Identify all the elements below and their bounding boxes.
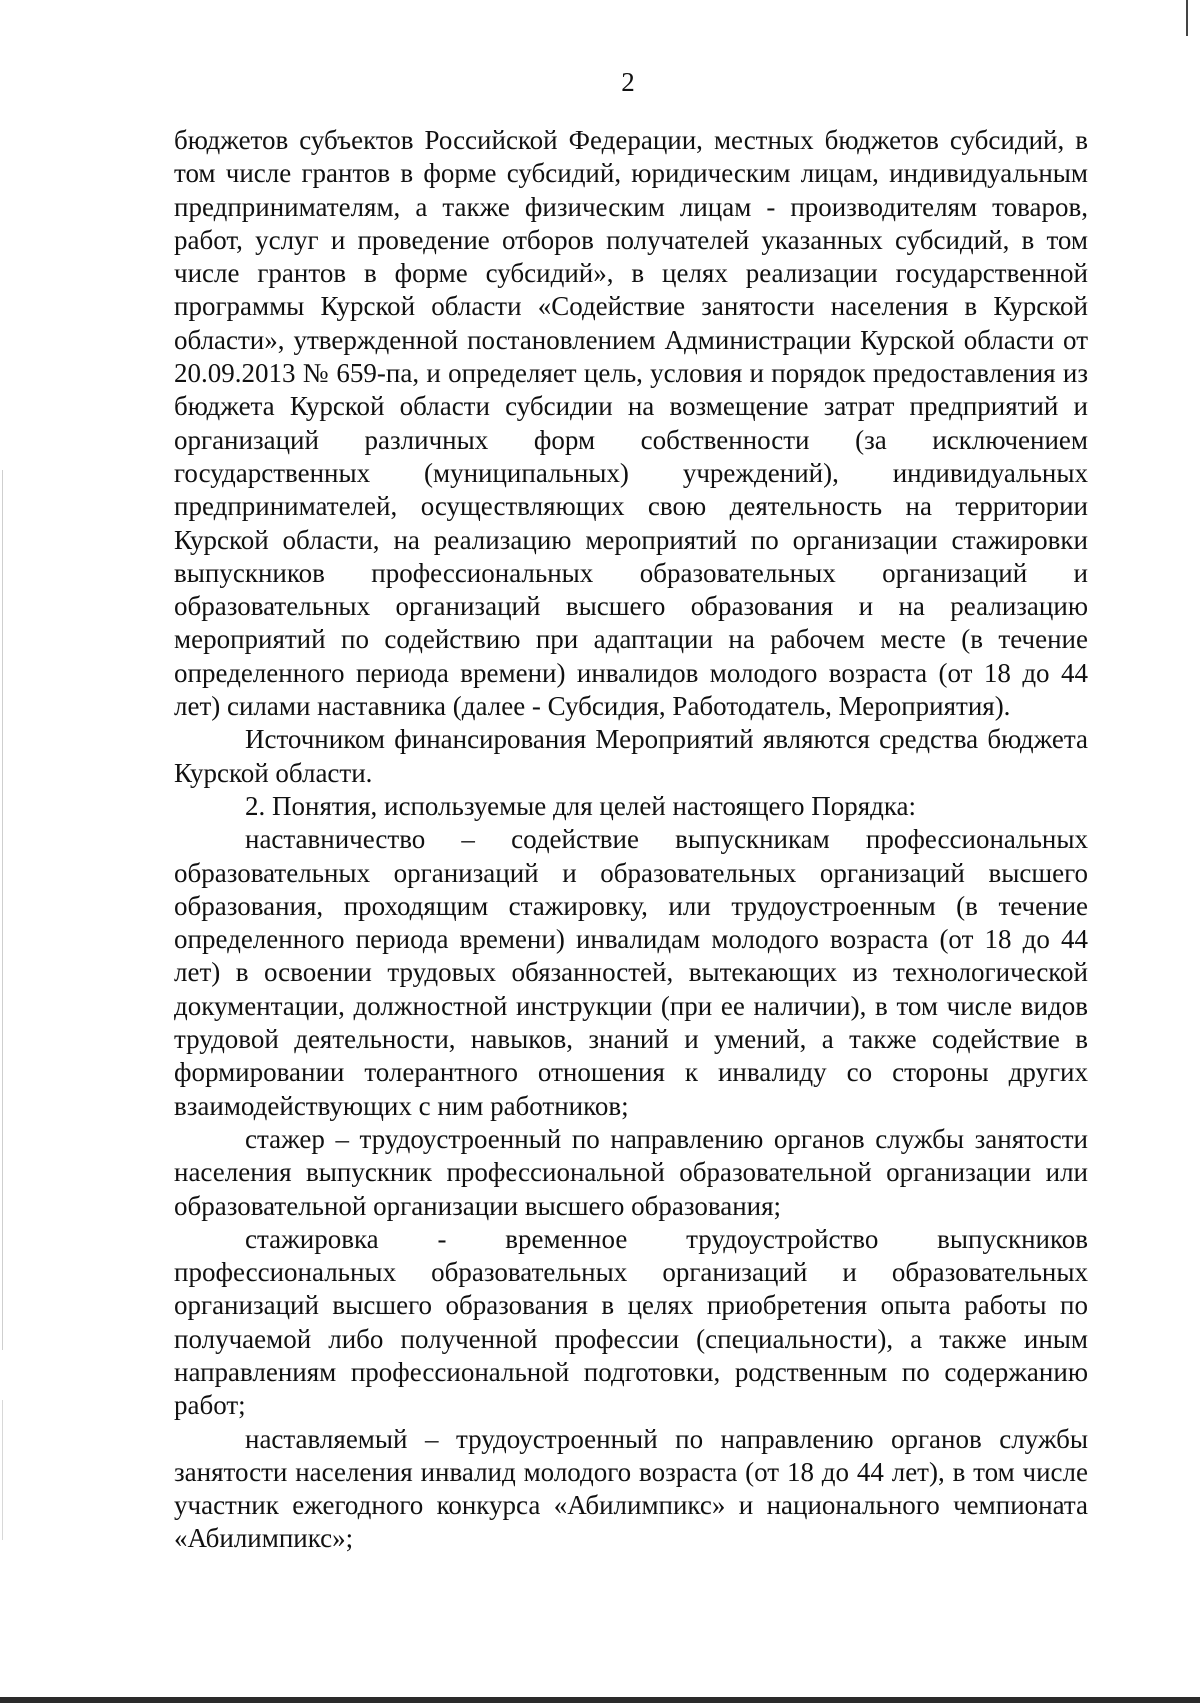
paragraph: стажер – трудоустроенный по направлению органов службы занятости населения выпускник профессиональной образовательной организации или образовательной организации высшего образования; [174,1123,1088,1221]
document-body [174,124,1088,1556]
scan-edge-mark [2,1400,3,1540]
paragraph: наставляемый – трудоустроенный по направлению органов службы занятости населения инвалид молодого возраста (от 18 до 44 лет), в том числе участник ежегодного конкурса «Абилимпикс» и национального чемпионата «Абилимпикс»; [174,1423,1088,1554]
page-number: 2 [621,67,635,97]
scan-edge-mark [1186,0,1188,36]
paragraph: 2. Понятия, используемые для целей настоящего Порядка: [245,790,917,821]
paragraph: бюджетов субъектов Российской Федерации, местных бюджетов субсидий, в том числе грантов в форме субсидий, юридическим лицам, индивидуальным предпринимателям, а также физическим лицам - производителям товаров, работ, услуг и проведение отборов получателей указанных субсидий, в том числе грантов в форме субсидий», в целях реализации государственной программы Курской области «Содействие занятости населения в Курской области», утвержденной постановлением Администрации Курской области от 20.09.2013 № 659-па, и определяет цель, условия и порядок предоставления из бюджета Курской области субсидии на возмещение затрат предприятий и организаций различных форм собственности (за исключением государственных (муниципальных) учреждений), индивидуальных предпринимателей, осуществляющих свою деятельность на территории Курской области, на реализацию мероприятий по организации стажировки выпускников профессиональных образовательных организаций и образовательных организаций высшего образования и на реализацию мероприятий по содействию при адаптации на рабочем месте (в течение определенного периода времени) инвалидов молодого возраста (от 18 до 44 лет) силами наставника (далее - Субсидия, Работодатель, Мероприятия). [174,125,1088,722]
paragraph: стажировка - временное трудоустройство выпускников профессиональных образовательных организаций и образовательных организаций высшего образования в целях приобретения опыта работы по получаемой либо полученной профессии (специальности), а также иным направлениям профессиональной подготовки, родственным по содержанию работ; [174,1223,1088,1421]
scan-bottom-edge [0,1697,1200,1703]
paragraph: Источником финансирования Мероприятий являются средства бюджета Курской области. [174,724,1088,788]
paragraph: наставничество – содействие выпускникам профессиональных образовательных организаций и образовательных организаций высшего образования, проходящим стажировку, или трудоустроенным (в течение определенного периода времени) инвалидам молодого возраста (от 18 до 44 лет) в освоении трудовых обязанностей, вытекающих из технологической документации, должностной инструкции (при ее наличии), в том числе видов трудовой деятельности, навыков, знаний и умений, а также содействие в формировании толерантного отношения к инвалиду со стороны других взаимодействующих с ним работников; [174,824,1088,1121]
scan-edge-mark [2,470,3,1350]
